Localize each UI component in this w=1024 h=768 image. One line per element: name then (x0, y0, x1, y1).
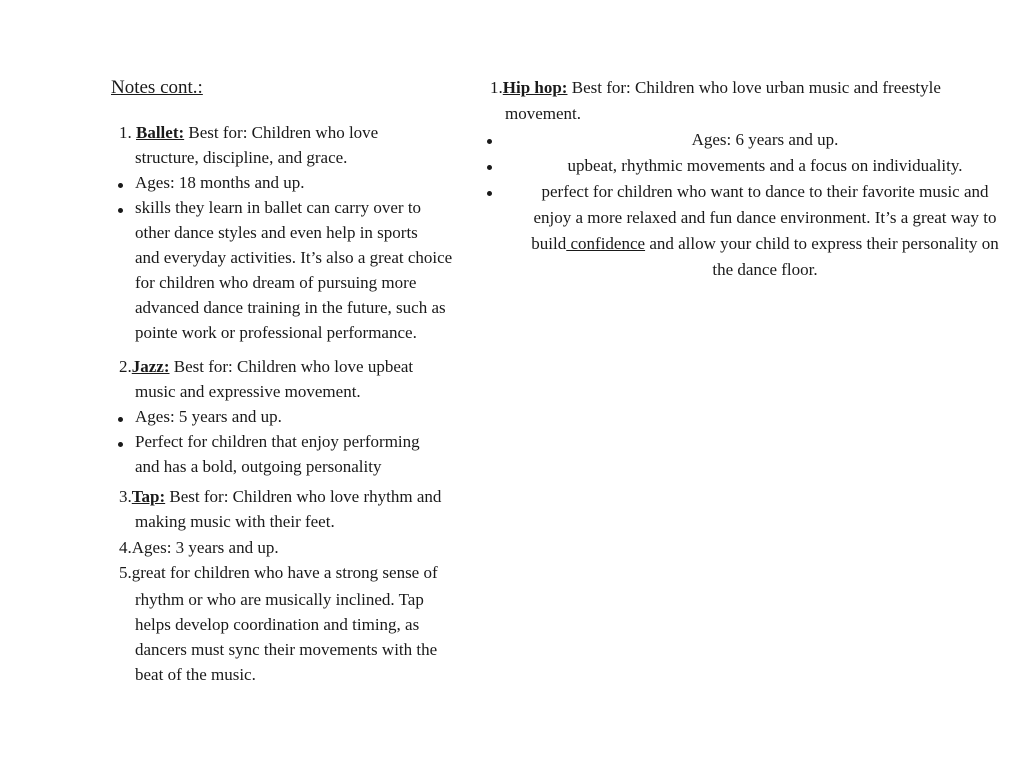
ballet-best-for-text: Best for: Children who love (184, 123, 379, 142)
ballet-desc-line-1: skills they learn in ballet can carry over to (135, 198, 422, 217)
hiphop-style: upbeat, rhythmic movements and a focus on individuality. (567, 156, 963, 175)
jazz-title: Jazz: (131, 357, 170, 376)
jazz-ages: Ages: 5 years and up. (135, 407, 282, 426)
hiphop-best-for-text: Best for: Children who love urban music and freestyle (567, 78, 941, 97)
hiphop-best-for-line-2: movement. (505, 104, 582, 123)
hiphop-title: Hip hop: (502, 78, 568, 97)
hiphop-ages: Ages: 6 years and up. (691, 130, 839, 149)
tap-ages: 4.Ages: 3 years and up. (119, 538, 279, 557)
jazz-number: 2. (119, 357, 132, 376)
jazz-best-for-text: Best for: Children who love upbeat (169, 357, 414, 376)
hiphop-desc-line-2: enjoy a more relaxed and fun dance environment. It’s a great way to (533, 208, 997, 227)
jazz-best-for-line-2: music and expressive movement. (135, 382, 361, 401)
tap-best-for-line-2: making music with their feet. (135, 512, 335, 531)
tap-desc-line-3: helps develop coordination and timing, as (135, 615, 420, 634)
bullet-icon (118, 208, 123, 213)
notes-heading: Notes cont.: (111, 77, 203, 98)
ballet-desc-line-2: other dance styles and even help in sports (135, 223, 418, 242)
bullet-icon (118, 183, 123, 188)
bullet-icon (487, 191, 492, 196)
hiphop-desc-line-3 (510, 231, 1020, 256)
ballet-best-for-line-2: structure, discipline, and grace. (135, 148, 348, 167)
ballet-title: Ballet: (136, 123, 185, 142)
ballet-ages: Ages: 18 months and up. (135, 173, 305, 192)
hiphop-desc-build: build (531, 234, 567, 253)
bullet-icon (487, 165, 492, 170)
jazz-desc-line-1: Perfect for children that enjoy performing (135, 432, 420, 451)
tap-desc-line-5: beat of the music. (135, 665, 256, 684)
bullet-icon (487, 139, 492, 144)
tap-title: Tap: (131, 487, 166, 506)
ballet-desc-line-3: and everyday activities. It’s also a great choice (135, 248, 453, 267)
tap-desc-line-4: dancers must sync their movements with the (135, 640, 438, 659)
ballet-desc-line-5: advanced dance training in the future, such as (135, 298, 446, 317)
ballet-number: 1. (119, 123, 132, 142)
tap-desc-line-1: 5.great for children who have a strong sense of (119, 563, 438, 582)
hiphop-number: 1. (490, 78, 503, 97)
ballet-desc-line-6: pointe work or professional performance. (135, 323, 417, 342)
tap-number: 3. (119, 487, 132, 506)
hiphop-desc-line-1: perfect for children who want to dance to their favorite music and (541, 182, 989, 201)
ballet-desc-line-4: for children who dream of pursuing more (135, 273, 417, 292)
tap-best-for-text: Best for: Children who love rhythm and (165, 487, 442, 506)
jazz-best-for-line-1 (119, 354, 413, 379)
hiphop-desc-rest: and allow your child to express their personality on (645, 234, 999, 253)
bullet-icon (118, 417, 123, 422)
hiphop-desc-line-4: the dance floor. (712, 260, 818, 279)
jazz-desc-line-2: and has a bold, outgoing personality (135, 457, 382, 476)
bullet-icon (118, 442, 123, 447)
hiphop-desc-confidence: confidence (566, 234, 646, 253)
ballet-best-for-line-1 (119, 120, 378, 145)
hiphop-best-for-line-1 (490, 75, 941, 100)
tap-desc-line-2: rhythm or who are musically inclined. Tap (135, 590, 424, 609)
tap-best-for-line-1 (119, 484, 441, 509)
